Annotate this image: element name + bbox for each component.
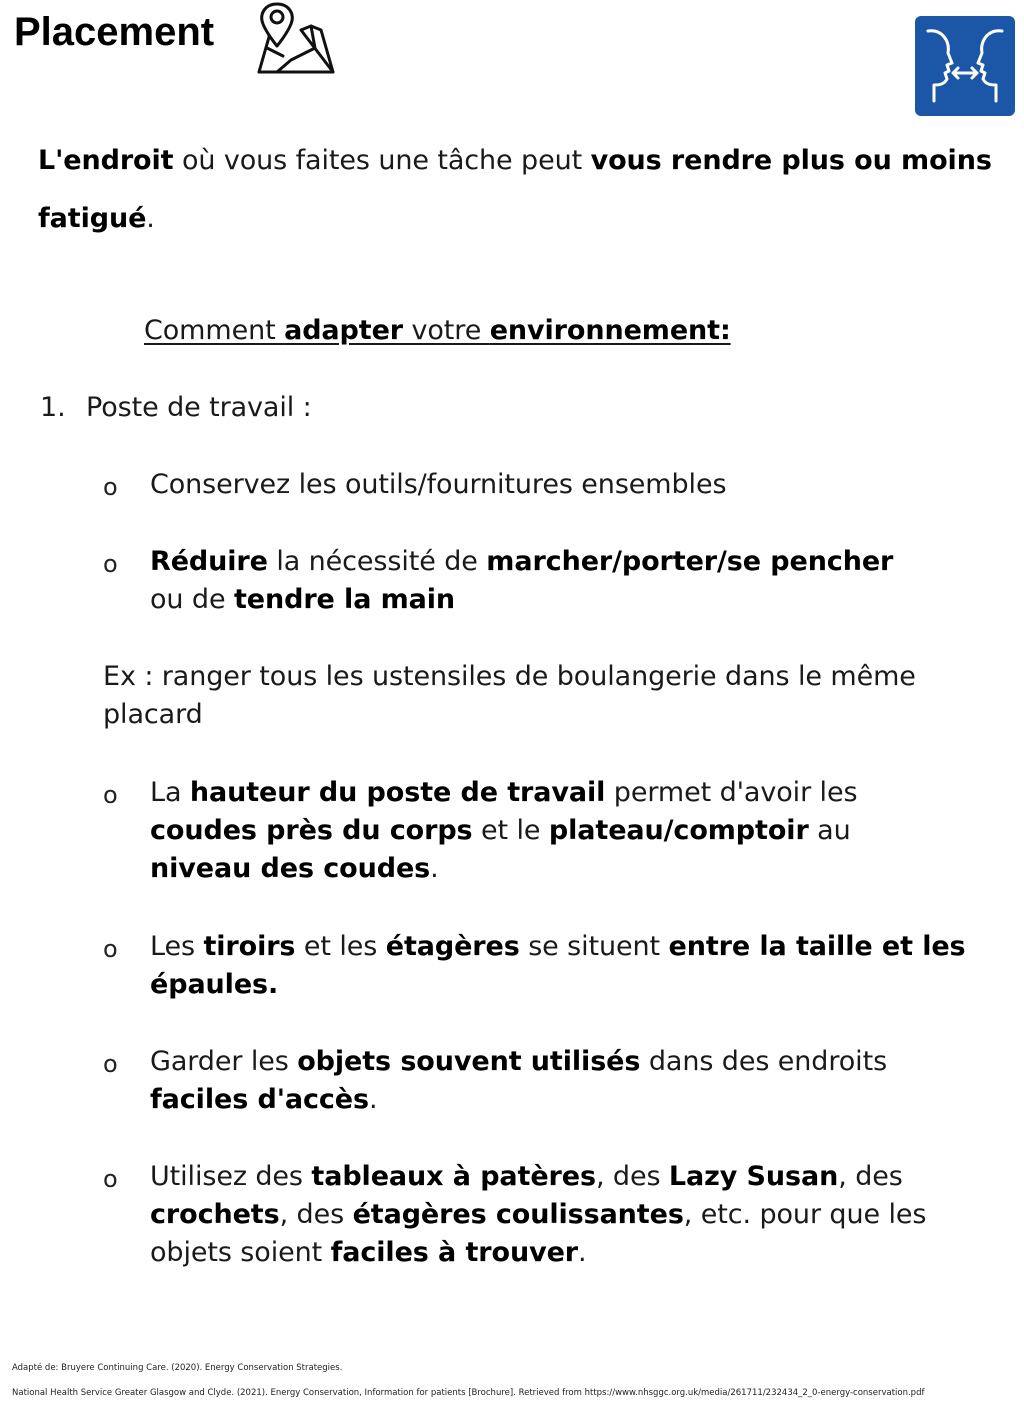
item-text: se situent xyxy=(519,931,669,962)
intro-text: où vous faites une tâche peut xyxy=(173,145,591,176)
bullet-marker: o xyxy=(103,1050,118,1078)
bullet-marker: o xyxy=(103,781,118,809)
item-emphasis: niveau des coudes xyxy=(150,853,431,884)
item-text: ou de xyxy=(150,584,234,615)
item-text: , des xyxy=(595,1161,669,1192)
item-emphasis: entre la taille et les épaules. xyxy=(150,931,966,1000)
section-heading xyxy=(144,312,864,350)
item-text: Les xyxy=(150,931,204,962)
item-emphasis: objets souvent utilisés xyxy=(297,1046,641,1077)
bullet-marker: o xyxy=(103,473,118,501)
intro-emphasis: vous rendre plus ou moins fatigué xyxy=(38,145,992,234)
heading-emphasis: environnement: xyxy=(489,315,731,346)
item-emphasis: Lazy Susan xyxy=(668,1161,839,1192)
item-text: , des xyxy=(279,1199,353,1230)
item-text: Conservez les outils/fournitures ensembles xyxy=(150,469,727,500)
item-emphasis: étagères xyxy=(385,931,520,962)
item-emphasis: coudes près du corps xyxy=(150,815,473,846)
item-text: , etc. pour que les objets soient xyxy=(150,1199,927,1268)
item-text: . xyxy=(578,1237,587,1268)
intro-text: . xyxy=(146,203,155,234)
heading-text: Comment xyxy=(144,315,285,346)
footnote: Adapté de: Bruyere Continuing Care. (2020). Energy Conservation Strategies. xyxy=(12,1363,343,1373)
bullet-marker: o xyxy=(103,935,118,963)
item-text: permet d'avoir les xyxy=(605,777,858,808)
item-emphasis: étagères coulissantes xyxy=(352,1199,684,1230)
item-text: Garder les xyxy=(150,1046,298,1077)
item-text: et les xyxy=(295,931,386,962)
item-emphasis: hauteur du poste de travail xyxy=(189,777,606,808)
bullet-marker: o xyxy=(103,1165,118,1193)
bullet-marker: o xyxy=(103,550,118,578)
map-pin-icon xyxy=(255,0,337,76)
item-emphasis: plateau/comptoir xyxy=(548,815,809,846)
item-text: la nécessité de xyxy=(267,546,487,577)
item-emphasis: tiroirs xyxy=(203,931,296,962)
example-text: Ex : ranger tous les ustensiles de boulangerie dans le même placard xyxy=(103,661,916,730)
list-item xyxy=(150,1158,1000,1272)
intro-emphasis: L'endroit xyxy=(38,145,174,176)
item-emphasis: tendre la main xyxy=(233,584,456,615)
list-number: 1. xyxy=(40,392,66,423)
item-text: dans des endroits xyxy=(640,1046,888,1077)
list-item xyxy=(150,543,1000,619)
item-text: , des xyxy=(838,1161,903,1192)
item-text: au xyxy=(808,815,851,846)
footnote: National Health Service Greater Glasgow and Clyde. (2021). Energy Conservation, Information for patients [Brochure]. Retrieved from https://www.nhsggc.org.uk/media/261711/232434_2_0-energy-conservation.pdf xyxy=(12,1388,925,1398)
intro-paragraph xyxy=(38,132,998,248)
item-emphasis: faciles à trouver xyxy=(330,1237,578,1268)
list-item xyxy=(150,928,1000,1004)
item-emphasis: faciles d'accès xyxy=(150,1084,369,1115)
heading-emphasis: adapter xyxy=(284,315,404,346)
face-to-face-icon xyxy=(914,15,1016,117)
item-text: . xyxy=(368,1084,378,1115)
item-emphasis: crochets xyxy=(150,1199,280,1230)
item-text: et le xyxy=(472,815,549,846)
item-text: Utilisez des xyxy=(150,1161,312,1192)
page-title: Placement xyxy=(14,10,215,54)
list-title: Poste de travail : xyxy=(86,392,312,423)
item-emphasis: Réduire xyxy=(150,546,268,577)
list-item xyxy=(150,774,1000,888)
item-emphasis: marcher/porter/se pencher xyxy=(486,546,894,577)
item-text: La xyxy=(150,777,190,808)
list-item xyxy=(150,466,1000,504)
item-emphasis: tableaux à patères xyxy=(311,1161,596,1192)
list-item xyxy=(150,1043,1000,1119)
item-text: . xyxy=(430,853,439,884)
heading-text: votre xyxy=(403,315,490,346)
